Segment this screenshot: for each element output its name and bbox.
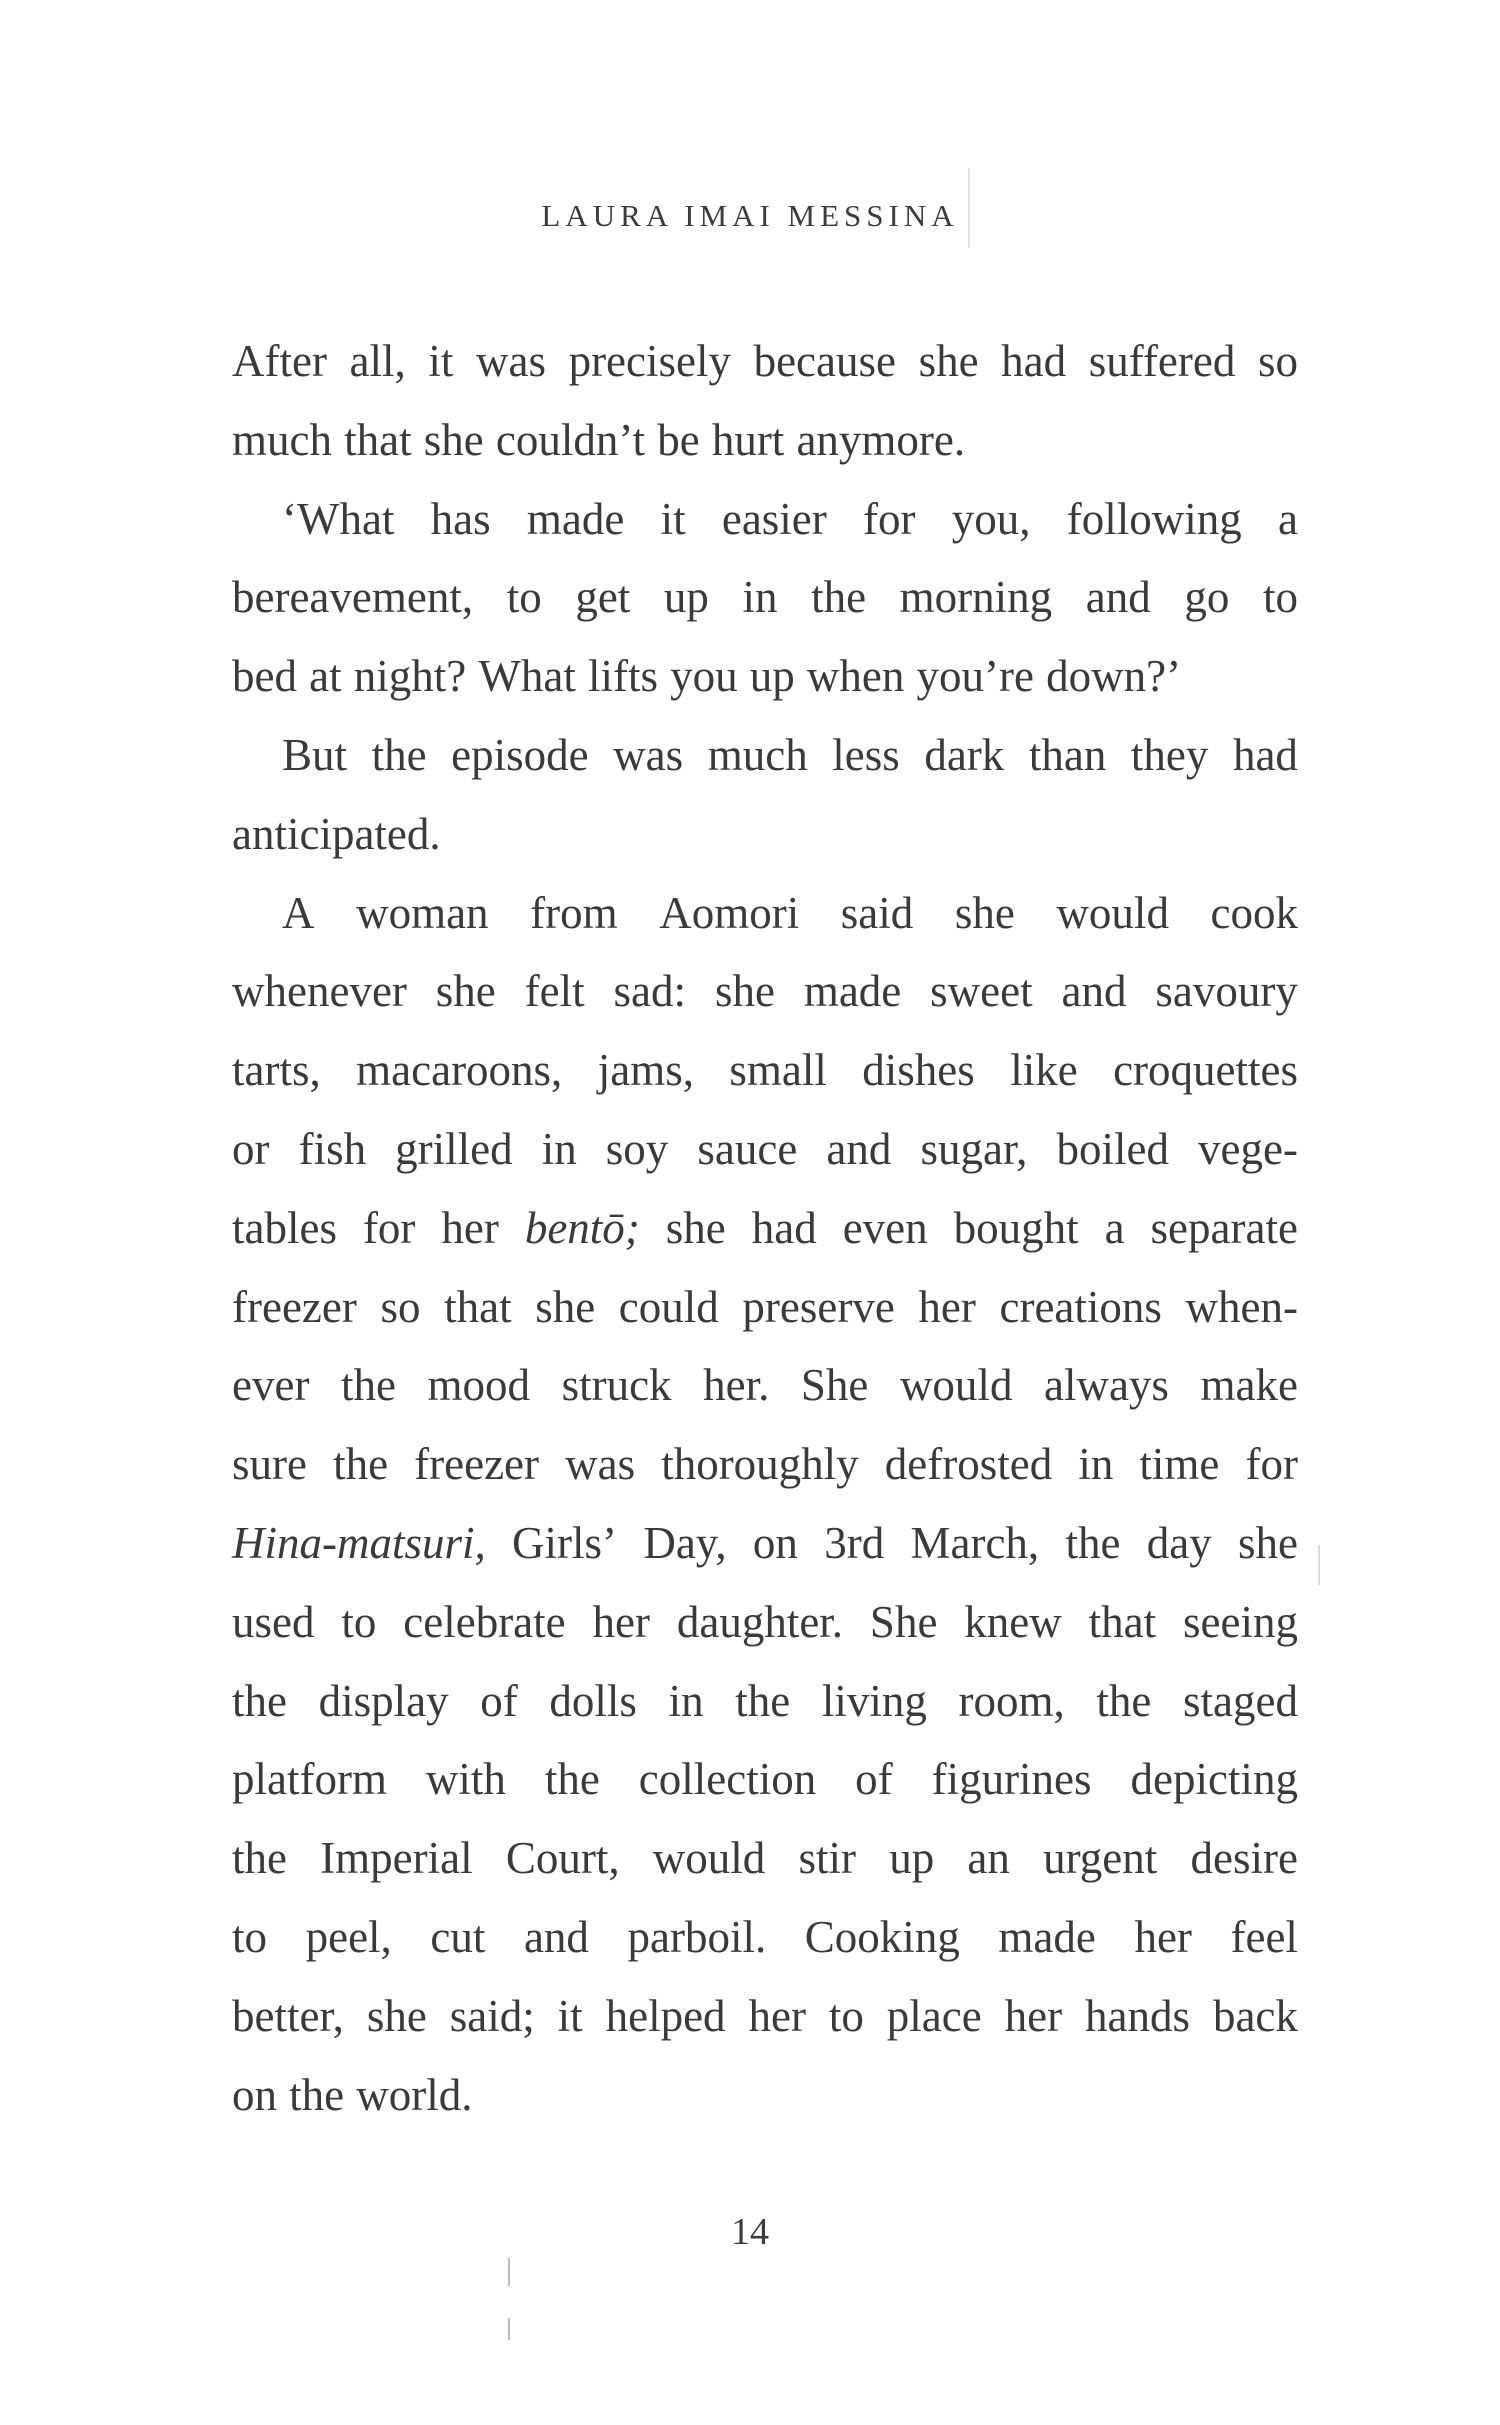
word: to bbox=[506, 572, 542, 623]
word: her. bbox=[703, 1360, 770, 1411]
word: always bbox=[1043, 1360, 1169, 1411]
word: her bbox=[1004, 1990, 1063, 2041]
word: to bbox=[232, 1911, 268, 1962]
word: hands bbox=[1085, 1990, 1191, 2041]
text-line bbox=[232, 322, 1298, 401]
word: sad: bbox=[613, 966, 687, 1017]
word: lifts bbox=[587, 651, 658, 702]
word: Court, bbox=[505, 1833, 620, 1884]
word: it bbox=[428, 336, 454, 386]
word: on bbox=[752, 1517, 798, 1568]
word: parboil. bbox=[627, 1911, 767, 1962]
word: the bbox=[340, 1360, 396, 1411]
word: than bbox=[1028, 729, 1107, 780]
word: because bbox=[753, 336, 896, 386]
word: macaroons, bbox=[356, 1045, 563, 1096]
indented-first-word bbox=[232, 716, 347, 795]
indented-first-word bbox=[232, 874, 315, 953]
word: Day, bbox=[643, 1517, 727, 1568]
word: said; bbox=[449, 1990, 535, 2041]
text-line bbox=[232, 1977, 1298, 2056]
word: Hina-matsuri, bbox=[232, 1517, 486, 1568]
word: was bbox=[613, 729, 684, 780]
word: up bbox=[889, 1833, 935, 1884]
word: sweet bbox=[930, 966, 1033, 1017]
text-line bbox=[232, 874, 1298, 953]
word: peel, bbox=[305, 1911, 392, 1962]
word: made bbox=[526, 493, 625, 544]
word: the bbox=[1065, 1517, 1121, 1568]
word: the bbox=[735, 1675, 791, 1726]
word: sugar, bbox=[920, 1123, 1028, 1174]
word: dishes bbox=[862, 1045, 975, 1096]
word: anticipated. bbox=[232, 808, 441, 859]
word: A bbox=[282, 887, 315, 938]
word: tarts, bbox=[232, 1045, 321, 1096]
word: ever bbox=[232, 1360, 310, 1411]
word: and bbox=[826, 1123, 892, 1174]
word: the bbox=[1096, 1675, 1152, 1726]
word: platform bbox=[232, 1754, 387, 1805]
word: she bbox=[423, 414, 484, 465]
word: sauce bbox=[697, 1123, 798, 1174]
word: collection bbox=[638, 1754, 817, 1805]
text-line bbox=[232, 952, 1298, 1031]
scan-speck bbox=[508, 2318, 510, 2340]
word: when- bbox=[1185, 1281, 1298, 1332]
word: and bbox=[1085, 572, 1151, 623]
word: made bbox=[803, 966, 902, 1017]
word: defrosted bbox=[884, 1439, 1053, 1490]
word: for bbox=[362, 1202, 416, 1253]
body-text bbox=[232, 322, 1298, 2134]
word: hurt bbox=[711, 414, 785, 465]
word: depicting bbox=[1130, 1754, 1298, 1805]
word: figurines bbox=[931, 1754, 1092, 1805]
word: bereavement, bbox=[232, 572, 474, 623]
word: her bbox=[748, 1990, 806, 2041]
word: up bbox=[663, 572, 709, 623]
word: that bbox=[344, 414, 412, 465]
word: and bbox=[1061, 966, 1127, 1017]
word: living bbox=[821, 1675, 927, 1726]
word: staged bbox=[1183, 1675, 1298, 1726]
word: all, bbox=[349, 336, 406, 386]
word: precisely bbox=[568, 336, 731, 386]
word: that bbox=[1088, 1596, 1157, 1647]
word: it bbox=[660, 493, 686, 544]
text-line bbox=[232, 1504, 1298, 1583]
word: world. bbox=[356, 2069, 473, 2120]
word: for bbox=[1245, 1439, 1298, 1490]
word: bought bbox=[953, 1202, 1079, 1253]
word: go bbox=[1184, 572, 1230, 623]
word: daughter. bbox=[676, 1596, 844, 1647]
word: in bbox=[541, 1123, 577, 1174]
word: in bbox=[1078, 1439, 1114, 1490]
word: preserve bbox=[742, 1281, 895, 1332]
word: so bbox=[1257, 336, 1298, 386]
word: night? bbox=[353, 651, 467, 702]
text-line bbox=[232, 558, 1298, 637]
word: her bbox=[1134, 1911, 1192, 1962]
word: get bbox=[575, 572, 631, 623]
word: the bbox=[232, 1833, 287, 1884]
word: freezer bbox=[414, 1439, 540, 1490]
word: separate bbox=[1150, 1202, 1298, 1253]
word: back bbox=[1212, 1990, 1298, 2041]
word: cut bbox=[430, 1911, 486, 1962]
scan-speck bbox=[508, 2258, 510, 2286]
word: place bbox=[886, 1990, 982, 2041]
word: desire bbox=[1190, 1833, 1298, 1884]
word: from bbox=[530, 887, 618, 938]
word: Cooking bbox=[804, 1911, 960, 1962]
word: mood bbox=[427, 1360, 531, 1411]
text-line bbox=[232, 1189, 1298, 1268]
word: used bbox=[232, 1596, 315, 1647]
word: 3rd bbox=[824, 1517, 885, 1568]
text-line bbox=[232, 480, 1298, 559]
word: her bbox=[441, 1202, 499, 1253]
word: savoury bbox=[1155, 966, 1298, 1017]
word: she bbox=[1238, 1517, 1298, 1568]
word: even bbox=[842, 1202, 928, 1253]
text-line bbox=[232, 1346, 1298, 1425]
word: croquettes bbox=[1113, 1045, 1298, 1096]
word: couldn’t bbox=[495, 414, 646, 465]
word: she bbox=[366, 1990, 427, 2041]
word: morning bbox=[899, 572, 1053, 623]
word: thoroughly bbox=[661, 1439, 859, 1490]
word: anymore. bbox=[796, 414, 966, 465]
indented-first-word bbox=[232, 480, 394, 559]
word: she bbox=[535, 1281, 596, 1332]
scan-speck bbox=[968, 168, 970, 248]
word: knew bbox=[964, 1596, 1062, 1647]
word: But bbox=[282, 729, 348, 780]
word: Imperial bbox=[320, 1833, 473, 1884]
word: fish bbox=[298, 1123, 367, 1174]
word: cook bbox=[1210, 887, 1298, 938]
word: following bbox=[1066, 493, 1242, 544]
word: ‘What bbox=[282, 493, 395, 544]
word: had bbox=[751, 1202, 817, 1253]
word: would bbox=[899, 1360, 1013, 1411]
word: you bbox=[670, 651, 738, 702]
word: the bbox=[232, 1675, 287, 1726]
word: in bbox=[668, 1675, 704, 1726]
running-head: LAURA IMAI MESSINA bbox=[541, 198, 959, 233]
word: had bbox=[1232, 729, 1298, 780]
word: episode bbox=[451, 729, 589, 780]
word: felt bbox=[524, 966, 585, 1017]
word: the bbox=[544, 1754, 600, 1805]
text-line bbox=[232, 1583, 1298, 1662]
word: they bbox=[1130, 729, 1209, 780]
word: She bbox=[869, 1596, 938, 1647]
word: day bbox=[1146, 1517, 1212, 1568]
word: tables bbox=[232, 1202, 337, 1253]
word: or bbox=[232, 1123, 270, 1174]
word: had bbox=[1001, 336, 1067, 386]
word: it bbox=[557, 1990, 583, 2041]
word: her bbox=[592, 1596, 650, 1647]
text-line bbox=[232, 1031, 1298, 1110]
word: the bbox=[333, 1439, 389, 1490]
word: you’re bbox=[916, 651, 1034, 702]
word: has bbox=[430, 493, 491, 544]
word: whenever bbox=[232, 966, 407, 1017]
text-line bbox=[232, 1740, 1298, 1819]
word: was bbox=[475, 336, 546, 386]
word: could bbox=[618, 1281, 719, 1332]
word: down?’ bbox=[1046, 651, 1182, 702]
word: she bbox=[954, 887, 1015, 938]
word: she bbox=[918, 336, 979, 386]
word: she bbox=[435, 966, 496, 1017]
word: time bbox=[1139, 1439, 1220, 1490]
word: less bbox=[832, 729, 900, 780]
word: much bbox=[707, 729, 808, 780]
word: Aomori bbox=[659, 887, 800, 938]
word: would bbox=[652, 1833, 766, 1884]
word: She bbox=[800, 1360, 869, 1411]
word: on bbox=[232, 2069, 277, 2120]
text-line bbox=[232, 716, 1298, 795]
text-line bbox=[232, 401, 1298, 480]
text-line bbox=[232, 1425, 1298, 1504]
word: with bbox=[425, 1754, 506, 1805]
word: an bbox=[967, 1833, 1010, 1884]
word: room, bbox=[958, 1675, 1065, 1726]
text-line bbox=[232, 1110, 1298, 1189]
word: of bbox=[855, 1754, 893, 1805]
word: when bbox=[806, 651, 905, 702]
word: celebrate bbox=[403, 1596, 566, 1647]
word: boiled bbox=[1056, 1123, 1169, 1174]
word: up bbox=[749, 651, 795, 702]
word: bentō; bbox=[524, 1202, 640, 1253]
word: feel bbox=[1230, 1911, 1298, 1962]
word: so bbox=[380, 1281, 421, 1332]
word: sure bbox=[232, 1439, 307, 1490]
scan-speck bbox=[1318, 1545, 1320, 1585]
word: dark bbox=[924, 729, 1005, 780]
word: be bbox=[657, 414, 700, 465]
word: much bbox=[232, 414, 332, 465]
word: vege- bbox=[1198, 1123, 1298, 1174]
word: freezer bbox=[232, 1281, 357, 1332]
word: like bbox=[1010, 1045, 1078, 1096]
word: was bbox=[565, 1439, 636, 1490]
word: to bbox=[828, 1990, 864, 2041]
word: the bbox=[289, 2069, 345, 2120]
word: urgent bbox=[1043, 1833, 1158, 1884]
word: of bbox=[480, 1675, 518, 1726]
word: creations bbox=[999, 1281, 1162, 1332]
text-line bbox=[232, 1662, 1298, 1741]
word: you, bbox=[951, 493, 1031, 544]
word: her bbox=[918, 1281, 976, 1332]
text-line bbox=[232, 1268, 1298, 1347]
word: Girls’ bbox=[512, 1517, 618, 1568]
word: What bbox=[478, 651, 576, 702]
word: struck bbox=[561, 1360, 672, 1411]
text-line bbox=[232, 2056, 1298, 2135]
word: at bbox=[309, 651, 342, 702]
word: woman bbox=[356, 887, 489, 938]
word: in bbox=[742, 572, 778, 623]
page-number: 14 bbox=[731, 2211, 769, 2253]
word: March, bbox=[910, 1517, 1040, 1568]
word: she bbox=[665, 1202, 726, 1253]
word: helped bbox=[605, 1990, 726, 2041]
word: made bbox=[998, 1911, 1096, 1962]
word: After bbox=[232, 336, 327, 386]
word: small bbox=[729, 1045, 827, 1096]
word: seeing bbox=[1183, 1596, 1298, 1647]
word: the bbox=[811, 572, 867, 623]
text-line bbox=[232, 1819, 1298, 1898]
word: make bbox=[1200, 1360, 1298, 1411]
word: display bbox=[318, 1675, 449, 1726]
word: to bbox=[341, 1596, 377, 1647]
word: and bbox=[523, 1911, 589, 1962]
word: easier bbox=[721, 493, 827, 544]
word: said bbox=[840, 887, 914, 938]
text-line bbox=[232, 1898, 1298, 1977]
word: a bbox=[1277, 493, 1298, 544]
word: suffered bbox=[1088, 336, 1236, 386]
text-line bbox=[232, 637, 1298, 716]
text-line bbox=[232, 795, 1298, 874]
word: would bbox=[1056, 887, 1169, 938]
word: jams, bbox=[597, 1045, 694, 1096]
word: a bbox=[1104, 1202, 1125, 1253]
word: she bbox=[714, 966, 775, 1017]
word: better, bbox=[232, 1990, 344, 2041]
word: dolls bbox=[549, 1675, 637, 1726]
word: grilled bbox=[395, 1123, 513, 1174]
word: for bbox=[863, 493, 916, 544]
word: to bbox=[1262, 572, 1298, 623]
word: that bbox=[444, 1281, 512, 1332]
word: the bbox=[371, 729, 427, 780]
word: stir bbox=[798, 1833, 857, 1884]
word: soy bbox=[605, 1123, 669, 1174]
word: bed bbox=[232, 651, 297, 702]
